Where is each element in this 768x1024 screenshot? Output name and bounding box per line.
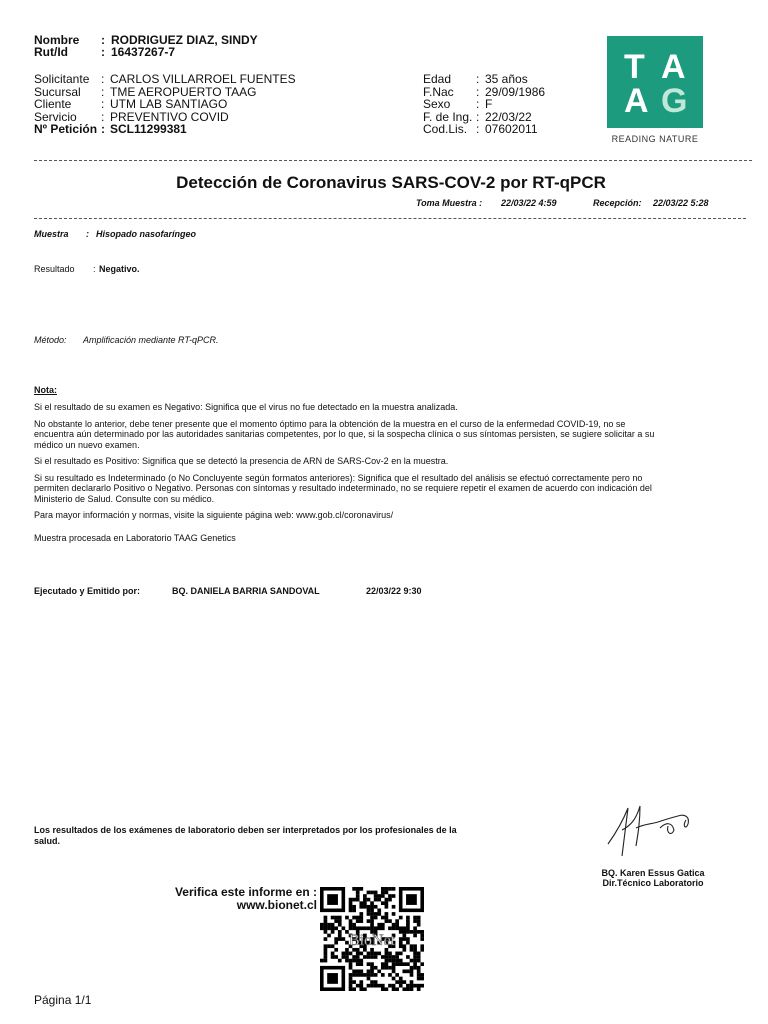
metodo-value: Amplificación mediante RT-qPCR.: [83, 335, 219, 345]
field-colon: :: [476, 72, 480, 86]
document-title: Detección de Coronavirus SARS-COV-2 por RT-qPCR: [176, 173, 606, 192]
separator-top: [34, 160, 752, 161]
nota-paragraph: No obstante lo anterior, debe tener presente que el momento óptimo para la obtención de la muestra en el curso de la enfermedad COVID-19, no se encuentra aún determinado por las autoridades sanitarias competentes, por lo que, si la sospecha clínica o sus síntomas persisten, se sugiere solicitar a su médico un nuevo examen.: [34, 418, 655, 450]
field-label: Edad: [423, 72, 452, 86]
verification-qr-code[interactable]: [320, 887, 424, 991]
field-label: Cod.Lis.: [423, 122, 468, 136]
field-value: UTM LAB SANTIAGO: [110, 97, 228, 111]
muestra-colon: :: [86, 229, 89, 239]
field-label: Sucursal: [34, 84, 81, 99]
field-colon: :: [101, 97, 105, 111]
disclaimer: Los resultados de los exámenes de laboratorio deben ser interpretados por los profesionales de la salud.: [34, 825, 457, 846]
signature-name: BQ. Karen Essus Gatica: [601, 868, 705, 878]
field-label: Sexo: [423, 97, 451, 111]
nota-paragraph: Muestra procesada en Laboratorio TAAG Genetics: [34, 532, 236, 543]
resultado-colon: :: [93, 264, 96, 274]
muestra-value: Hisopado nasofaríngeo: [96, 229, 197, 239]
signature-image: [600, 800, 700, 864]
nota-paragraph: Si su resultado es Indeterminado (o No Concluyente según formatos anteriores): Significa que el resultado del análisis se efectuó correctamente pero no permiten declararlo Positivo o Negativo. Personas con síntomas y resultado indeterminado, no se requiere repetir el examen de acuerdo con indicación del Ministerio de Salud. Consulte con su médico.: [34, 472, 652, 504]
muestra-label: Muestra: [34, 229, 69, 239]
field-value: 07602011: [485, 122, 538, 136]
nota-paragraph: Si el resultado es Positivo: Significa que se detectó la presencia de ARN de SARS-Cov-2 en la muestra.: [34, 456, 449, 466]
qr-watermark: BioNet: [348, 932, 396, 949]
recepcion-label: Recepción:: [593, 198, 642, 208]
field-colon: :: [476, 84, 480, 99]
recepcion-value: 22/03/22 5:28: [653, 198, 709, 208]
field-colon: :: [101, 109, 105, 124]
field-value: 35 años: [485, 72, 528, 86]
logo-tagline: READING NATURE: [611, 134, 699, 144]
ejecutado-datetime: 22/03/22 9:30: [366, 586, 422, 596]
resultado-label: Resultado: [34, 264, 75, 274]
resultado-value: Negativo.: [99, 264, 140, 274]
field-label: Solicitante: [34, 72, 90, 86]
nota-title: Nota:: [34, 385, 57, 395]
field-label: Nº Petición: [34, 122, 98, 136]
separator-mid: [34, 218, 746, 219]
verifica-text: Verifica este informe en :: [174, 885, 317, 899]
ejecutado-name: BQ. DANIELA BARRIA SANDOVAL: [172, 586, 320, 596]
ejecutado-label: Ejecutado y Emitido por:: [34, 586, 141, 596]
field-label: Cliente: [34, 97, 72, 111]
rut-value: 16437267-7: [111, 45, 176, 59]
field-value: PREVENTIVO COVID: [110, 109, 229, 124]
nota-body: [34, 402, 664, 549]
nota-paragraph: Si el resultado de su examen es Negativo: Significa que el virus no fue detectado en la muestra analizada.: [34, 402, 458, 412]
field-colon: :: [476, 109, 480, 124]
field-value: TME AEROPUERTO TAAG: [110, 84, 257, 99]
field-value: SCL11299381: [110, 122, 187, 136]
field-label: Servicio: [34, 109, 77, 124]
nota-paragraph: Para mayor información y normas, visite la siguiente página web: www.gob.cl/coronavirus/: [34, 510, 394, 520]
field-colon: :: [476, 97, 480, 111]
nombre-value: RODRIGUEZ DIAZ, SINDY: [111, 33, 258, 47]
field-value: 29/09/1986: [485, 84, 546, 99]
logo-letter-a2: A: [624, 82, 649, 120]
field-colon: :: [101, 84, 105, 99]
nombre-colon: :: [101, 33, 105, 47]
metodo-label: Método:: [34, 335, 67, 345]
field-colon: :: [101, 72, 105, 86]
rut-colon: :: [101, 45, 105, 59]
toma-muestra-label: Toma Muestra :: [416, 198, 483, 208]
page-number: Página 1/1: [34, 993, 92, 1007]
logo-letter-g: G: [661, 82, 688, 120]
logo-letter-t: T: [624, 48, 645, 86]
field-label: F. de Ing.: [423, 109, 473, 124]
nombre-label: Nombre: [34, 33, 80, 47]
signature-title: Dir.Técnico Laboratorio: [602, 878, 704, 888]
taag-logo: [607, 36, 703, 128]
rut-label: Rut/Id: [34, 45, 68, 59]
logo-letter-a1: A: [661, 48, 686, 86]
verifica-url[interactable]: www.bionet.cl: [236, 898, 317, 912]
field-value: CARLOS VILLARROEL FUENTES: [110, 72, 296, 86]
field-colon: :: [476, 122, 480, 136]
field-value: 22/03/22: [485, 109, 532, 124]
field-label: F.Nac: [423, 84, 454, 99]
toma-muestra-value: 22/03/22 4:59: [501, 198, 557, 208]
field-colon: :: [101, 122, 105, 136]
field-value: F: [485, 97, 493, 111]
